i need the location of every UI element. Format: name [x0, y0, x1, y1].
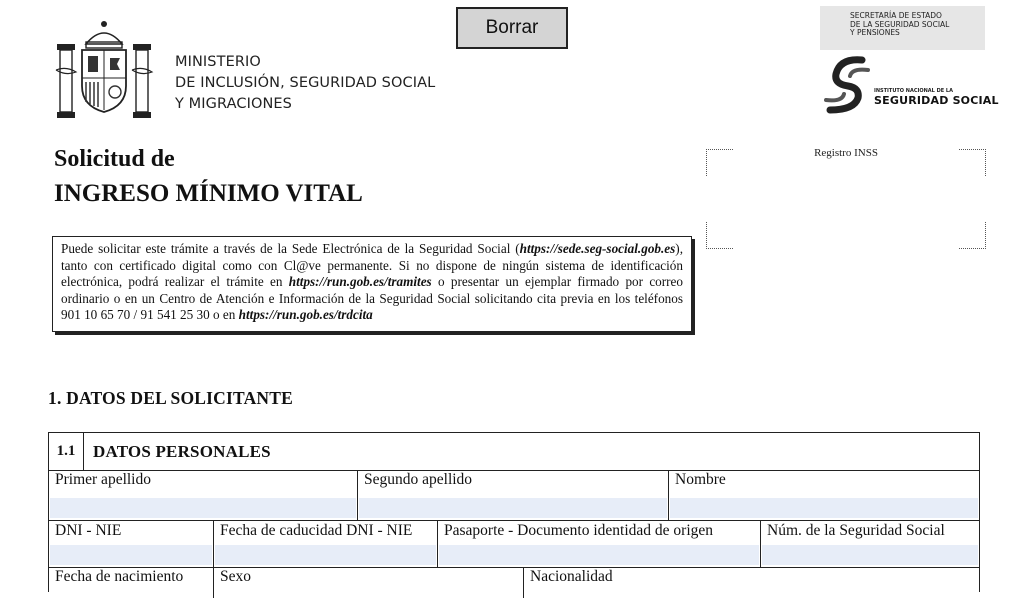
run-tramites-link[interactable]: https://run.gob.es/tramites — [288, 274, 432, 290]
seguridad-social-input[interactable] — [762, 545, 978, 565]
info-text: ), tanto con certificado digital como con Cl@ve permanente. Si no dispone de ningún sistema de identificación electrónica, podrá realizar el trámite en — [61, 241, 683, 290]
subsection-number: 1.1 — [49, 433, 84, 470]
inss-logo-icon — [822, 56, 874, 114]
ministry-line: MINISTERIO — [175, 54, 261, 70]
field-cell-dni — [49, 521, 213, 567]
field-label: Pasaporte - Documento identidad de origen — [444, 522, 714, 539]
secretaria-line: Y PENSIONES — [850, 28, 900, 37]
registro-inss-box — [706, 149, 986, 249]
info-text: Puede solicitar este trámite a través de la Sede Electrónica de la Seguridad Social ( — [61, 241, 520, 256]
field-cell-nss — [760, 521, 979, 567]
subsection-title: DATOS PERSONALES — [93, 442, 271, 461]
field-cell-fecha-nacimiento — [49, 568, 213, 598]
registro-corner — [706, 222, 733, 249]
field-label: Primer apellido — [55, 471, 151, 488]
inss-subtitle: INSTITUTO NACIONAL DE LA — [874, 88, 953, 94]
field-label: Sexo — [220, 568, 251, 585]
secretaria-line: SECRETARÍA DE ESTADO — [850, 11, 942, 20]
field-label: Fecha de caducidad DNI - NIE — [220, 522, 413, 539]
secretaria-box — [820, 6, 985, 50]
ministry-line: Y MIGRACIONES — [175, 96, 292, 112]
primer-apellido-input[interactable] — [50, 498, 356, 518]
field-cell-nombre — [668, 470, 979, 520]
run-trdcita-link[interactable]: https://run.gob.es/trdcita — [238, 307, 373, 323]
field-cell-nacionalidad — [523, 568, 979, 598]
form-row — [49, 568, 979, 598]
secretaria-line: DE LA SEGURIDAD SOCIAL — [850, 19, 950, 29]
form-row — [49, 521, 979, 568]
field-label: Nombre — [675, 471, 726, 488]
borrar-button[interactable]: Borrar — [456, 7, 568, 49]
info-text: o presentar un ejemplar firmado por correo ordinario o en un Centro de Atención e Información de la Seguridad Social solicitando cita previa en los teléfonos 901 10 65 70 / 91 541 25 30 o en — [61, 274, 683, 323]
field-cell-sexo — [213, 568, 523, 598]
inss-name: SEGURIDAD SOCIAL — [874, 94, 999, 107]
field-label: Nacionalidad — [530, 568, 613, 585]
field-cell-primer-apellido — [49, 470, 357, 520]
coat-of-arms-logo — [52, 14, 156, 124]
field-cell-fecha-caducidad — [213, 521, 437, 567]
field-label: Núm. de la Seguridad Social — [767, 522, 945, 539]
registro-inss-label: Registro INSS — [814, 147, 878, 159]
field-label: Segundo apellido — [364, 471, 473, 488]
ministry-name — [175, 52, 435, 115]
registro-corner — [959, 222, 986, 249]
field-cell-segundo-apellido — [357, 470, 668, 520]
pasaporte-input[interactable] — [439, 545, 759, 565]
ministry-line: DE INCLUSIÓN, SEGURIDAD SOCIAL — [175, 75, 436, 91]
subsection-header — [49, 433, 979, 471]
sede-electronica-link[interactable]: https://sede.seg-social.gob.es — [519, 241, 676, 256]
section-title: 1. DATOS DEL SOLICITANTE — [48, 388, 294, 408]
personal-data-table — [48, 432, 980, 592]
dni-nie-input[interactable] — [50, 545, 212, 565]
field-label: DNI - NIE — [55, 522, 122, 539]
nombre-input[interactable] — [670, 498, 978, 518]
fecha-caducidad-input[interactable] — [215, 545, 436, 565]
info-box — [52, 236, 692, 332]
form-title-line2: INGRESO MÍNIMO VITAL — [54, 180, 363, 207]
form-row — [49, 470, 979, 521]
field-cell-pasaporte — [437, 521, 760, 567]
segundo-apellido-input[interactable] — [359, 498, 667, 518]
field-label: Fecha de nacimiento — [55, 568, 184, 585]
form-title-line1: Solicitud de — [54, 146, 175, 172]
